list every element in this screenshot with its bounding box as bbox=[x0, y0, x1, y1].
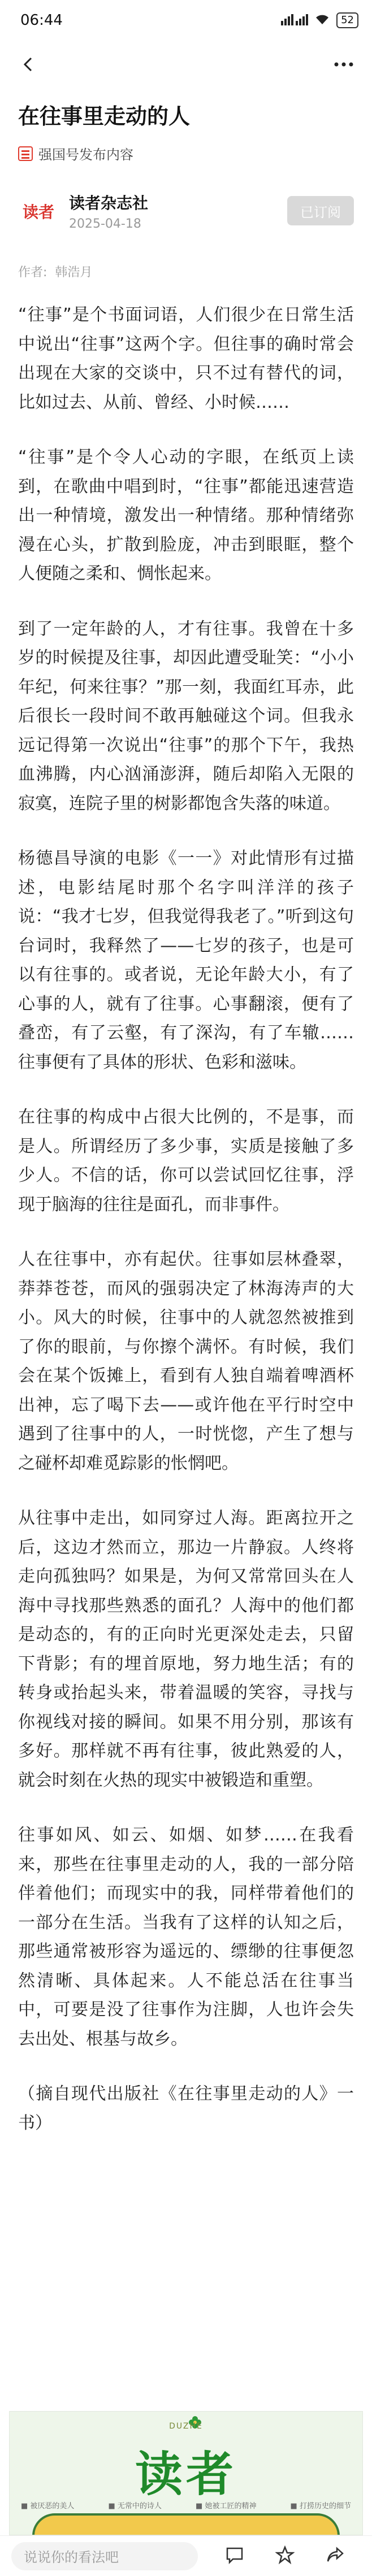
cover-tag: ■ 她被工匠的精神 bbox=[196, 2502, 257, 2510]
status-time: 06:44 bbox=[20, 12, 63, 29]
paragraph: 人在往事中，亦有起伏。往事如层林叠翠，莽莽苍苍，而风的强弱决定了林海涛声的大小。风大的时候，往事中的人就忽然被推到了你的眼前，与你擦个满怀。有时候，我们会在某个饭摊上，看到有人独自端着啤酒杯出神，忘了喝下去——或许他在平行时空中遇到了往事中的人，一时恍惚，产生了想与之碰杯却难觅踪影的怅惘吧。 bbox=[18, 1250, 354, 1473]
source-label: 强国号发布内容 bbox=[38, 147, 133, 163]
cover-title: 读者 bbox=[135, 2446, 237, 2502]
byline-label: 作者: bbox=[18, 266, 47, 280]
more-icon[interactable] bbox=[330, 51, 357, 78]
byline-author: 韩浩月 bbox=[55, 266, 93, 280]
bottom-bar bbox=[0, 2535, 372, 2576]
publisher-info bbox=[69, 191, 287, 231]
star-icon[interactable] bbox=[275, 2545, 295, 2567]
cover-tag: ■ 被厌恶的美人 bbox=[21, 2502, 75, 2510]
paragraph: 从往事中走出，如同穿过人海。距离拉开之后，这边才然而立，那边一片静寂。人终将走向孤独吗？如果是，为何又常常回头在人海中寻找那些熟悉的面孔？人海中的他们都是动态的，有的正向时光更深处走去，只留下背影；有的埋首原地，努力地生活；有的转身或抬起头来，带着温暖的笑容，寻找与你视线对接的瞬间。如果不用分别，那该有多好。那样就不再有往事，彼此熟爱的人，就会时刻在火热的现实中被锻造和重塑。 bbox=[18, 1508, 354, 1790]
comment-icon[interactable] bbox=[225, 2545, 244, 2567]
share-icon[interactable] bbox=[326, 2545, 345, 2567]
news-icon bbox=[18, 146, 33, 161]
comment-input[interactable]: 说说你的看法吧 bbox=[11, 2542, 198, 2570]
cover-illustration bbox=[32, 2513, 340, 2535]
paragraph: 在往事的构成中占很大比例的，不是事，而是人。所谓经历了多少事，实质是接触了多少人。不信的话，你可以尝试回忆往事，浮现于脑海的往往是面孔，而非事件。 bbox=[18, 1107, 354, 1215]
publisher-name[interactable]: 读者杂志社 bbox=[69, 193, 149, 212]
cover-tag: ■ 无常中的诗人 bbox=[108, 2502, 162, 2510]
logo-text: 读者 bbox=[22, 203, 55, 221]
paragraph: 往事如风、如云、如烟、如梦……在我看来，那些在往事里走动的人，我的一部分陪伴着他们；而现实中的我，同样带着他们的一部分在生活。当我有了这样的认知之后，那些通常被形容为遥远的、缥缈的往事便忽然清晰、具体起来。人不能总活在往事当中，可要是没了往事作为注脚，人也许会失去出处、根基与故乡。 bbox=[18, 1825, 354, 2049]
article-title: 在往事里走动的人 bbox=[18, 104, 191, 129]
paragraph: “往事”是个令人心动的字眼，在纸页上读到，在歌曲中唱到时，“往事”都能迅速营造出一种情境，激发出一种情绪。那种情绪弥漫在心头，扩散到脸庞，冲击到眼眶，整个人便随之柔和、惆怅起来。 bbox=[18, 447, 354, 584]
nav-bar bbox=[0, 41, 372, 88]
paragraph: 杨德昌导演的电影《一一》对此情形有过描述，电影结尾时那个名字叫洋洋的孩子说：“我才七岁，但我觉得我老了。”听到这句台词时，我释然了——七岁的孩子，也是可以有往事的。或者说，无论年龄大小，有了心事的人，就有了往事。心事翻滚，便有了叠峦，有了云壑，有了深沟，有了车辙……往事便有了具体的形状、色彩和滋味。 bbox=[18, 848, 354, 1072]
paragraph: “往事”是个书面词语，人们很少在日常生活中说出“往事”这两个字。但往事的确时常会出现在大家的交谈中，只不过有替代的词，比如过去、从前、曾经、小时候…… bbox=[18, 305, 354, 412]
publish-date: 2025-04-18 bbox=[69, 216, 141, 231]
status-icons bbox=[281, 12, 358, 28]
back-icon[interactable] bbox=[15, 51, 42, 78]
status-bar bbox=[0, 0, 372, 41]
wifi-icon bbox=[315, 13, 330, 28]
publisher-row bbox=[18, 188, 354, 233]
magazine-cover-image[interactable] bbox=[9, 2411, 363, 2535]
publisher-logo[interactable] bbox=[18, 190, 59, 231]
byline bbox=[18, 263, 354, 280]
paragraph: 到了一定年龄的人，才有往事。我曾在十多岁的时候提及往事，却因此遭受耻笑：“小小年纪，何来往事？”那一刻，我面红耳赤，此后很长一段时间不敢再触碰这个词。但我永远记得第一次说出“往事”的那个下午，我热血沸腾，内心汹涌澎湃，随后却陷入无限的寂寞，连院子里的树影都饱含失落的味道。 bbox=[18, 619, 354, 813]
battery-indicator: 52 bbox=[336, 12, 358, 28]
subscribe-button[interactable]: 已订阅 bbox=[287, 196, 354, 225]
bottom-actions bbox=[209, 2545, 361, 2567]
article-content bbox=[0, 88, 372, 2138]
cover-small-text: DUZHE bbox=[169, 2422, 203, 2431]
citation: （摘自现代出版社《在往事里走动的人》一书） bbox=[18, 2084, 354, 2133]
signal-icon bbox=[281, 13, 308, 28]
cover-tags bbox=[21, 2500, 351, 2510]
source-line bbox=[18, 143, 354, 163]
cover-tag: ■ 打捞历史的细节 bbox=[290, 2502, 351, 2510]
